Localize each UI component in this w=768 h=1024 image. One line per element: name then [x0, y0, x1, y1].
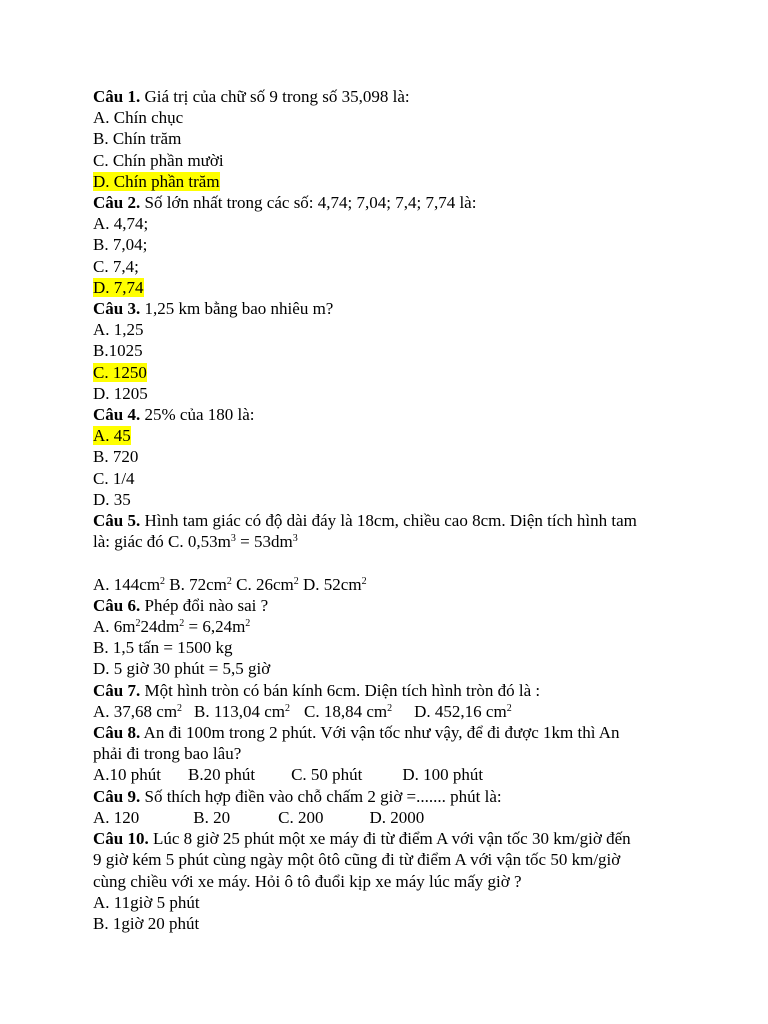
answer-a: A. 144cm: [93, 574, 161, 594]
question-label: Câu 2.: [93, 193, 141, 213]
question-label: Câu 4.: [93, 405, 141, 425]
question-text: là: giác đó C. 0,53m: [93, 532, 231, 552]
question-text: Lúc 8 giờ 25 phút một xe máy đi từ điểm A với vận tốc 30 km/giờ đến: [148, 829, 631, 849]
question-text: An đi 100m trong 2 phút. Với vận tốc như vậy, để đi được 1km thì An: [140, 723, 620, 743]
superscript: 3: [230, 533, 236, 545]
superscript: 2: [245, 618, 251, 630]
answer-a-highlighted: A. 45: [93, 426, 131, 446]
superscript: 2: [179, 618, 185, 630]
superscript: 2: [226, 575, 232, 587]
question-label: Câu 9.: [93, 786, 141, 806]
question-1: [93, 86, 693, 107]
answer-a: A. 11giờ 5 phút: [93, 892, 200, 912]
answer-a: A. 37,68 cm: [93, 701, 178, 721]
question-2: [93, 192, 693, 213]
answer-d: D. 5 giờ 30 phút = 5,5 giờ: [93, 659, 271, 679]
answer-d: D. 52cm: [298, 574, 362, 594]
superscript: 2: [135, 618, 141, 630]
answer-b: B. 1giờ 20 phút: [93, 913, 200, 933]
question-text-continued: phải đi trong bao lâu?: [93, 744, 242, 764]
question-label: Câu 5.: [93, 511, 141, 531]
question-text: 1,25 km bằng bao nhiêu m?: [140, 299, 334, 319]
question-text: = 53dm: [235, 532, 293, 552]
question-text: Giá trị của chữ số 9 trong số 35,098 là:: [140, 87, 410, 106]
superscript: 2: [387, 702, 393, 714]
answer-c: C. 18,84 cm: [304, 701, 388, 721]
answer-c-highlighted: C. 1250: [93, 362, 147, 382]
blank-line: [93, 552, 693, 573]
question-9: [93, 786, 693, 807]
question-text: 25% của 180 là:: [140, 405, 255, 425]
superscript: 2: [361, 575, 367, 587]
answer-b: B. 720: [93, 447, 139, 467]
question-label: Câu 8.: [93, 723, 141, 743]
question-4: [93, 404, 693, 425]
answer-b: B. 7,04;: [93, 235, 148, 255]
question-8: [93, 722, 693, 743]
question-label: Câu 10.: [93, 829, 149, 849]
answer-d: D. 1205: [93, 383, 148, 403]
answers-row: [93, 701, 693, 722]
answer-text: = 6,24m: [184, 617, 246, 637]
answer-d-highlighted: D. Chín phần trăm: [93, 171, 220, 191]
answers-row: [93, 764, 693, 785]
answer-c: C. 1/4: [93, 468, 135, 488]
answer-a: [93, 616, 693, 637]
answer-a: A. Chín chục: [93, 108, 184, 128]
question-6: [93, 595, 693, 616]
answer-b: B. 1,5 tấn = 1500 kg: [93, 638, 233, 658]
question-text: Một hình tròn có bán kính 6cm. Diện tích hình tròn đó là :: [140, 680, 541, 700]
answer-c: C. 50 phút: [291, 765, 363, 785]
answer-b: B.1025: [93, 341, 143, 361]
answer-b: B. Chín trăm: [93, 129, 182, 149]
quiz-content: [93, 86, 693, 934]
answer-c: C. 26cm: [231, 574, 294, 594]
superscript: 2: [293, 575, 299, 587]
answer-d: D. 35: [93, 489, 131, 509]
question-text: Số lớn nhất trong các số: 4,74; 7,04; 7,4; 7,74 là:: [140, 193, 477, 213]
superscript: 2: [160, 575, 166, 587]
question-5-continued: [93, 531, 693, 552]
question-text: Số thích hợp điền vào chỗ chấm 2 giờ =....... phút là:: [140, 786, 502, 806]
question-label: Câu 6.: [93, 595, 141, 615]
answer-c: C. 7,4;: [93, 256, 139, 276]
answer-c: C. Chín phần mười: [93, 150, 224, 170]
superscript: 3: [292, 533, 298, 545]
answer-d: D. 452,16 cm: [414, 701, 507, 721]
question-text-continued: 9 giờ kém 5 phút cùng ngày một ôtô cũng đi từ điểm A với vận tốc 50 km/giờ: [93, 850, 621, 870]
question-label: Câu 3.: [93, 299, 141, 319]
answer-a: A. 1,25: [93, 320, 144, 340]
answers-row: [93, 574, 693, 595]
answer-text: A. 6m: [93, 617, 136, 637]
superscript: 2: [177, 702, 183, 714]
question-label: Câu 7.: [93, 680, 141, 700]
question-3: [93, 298, 693, 319]
answer-d: D. 100 phút: [402, 765, 484, 785]
answer-d-highlighted: D. 7,74: [93, 277, 144, 297]
question-text: Hình tam giác có độ dài đáy là 18cm, chiều cao 8cm. Diện tích hình tam: [140, 511, 637, 531]
answer-d: D. 2000: [369, 807, 425, 827]
superscript: 2: [285, 702, 291, 714]
answer-a: A. 4,74;: [93, 214, 149, 234]
answer-b: B. 72cm: [165, 574, 227, 594]
answers-row: [93, 807, 693, 828]
answer-a: A.10 phút: [93, 765, 161, 785]
superscript: 2: [506, 702, 512, 714]
answer-b: B.20 phút: [188, 765, 256, 785]
question-10: [93, 828, 693, 849]
question-label: Câu 1.: [93, 87, 141, 106]
answer-b: B. 20: [193, 807, 231, 827]
question-text-continued: cùng chiều với xe máy. Hỏi ô tô đuổi kịp xe máy lúc mấy giờ ?: [93, 871, 522, 891]
question-7: [93, 680, 693, 701]
answer-a: A. 120: [93, 807, 140, 827]
answer-text: 24dm: [140, 617, 180, 637]
question-text: Phép đổi nào sai ?: [140, 595, 269, 615]
question-5: [93, 510, 693, 531]
answer-b: B. 113,04 cm: [194, 701, 286, 721]
answer-c: C. 200: [278, 807, 324, 827]
